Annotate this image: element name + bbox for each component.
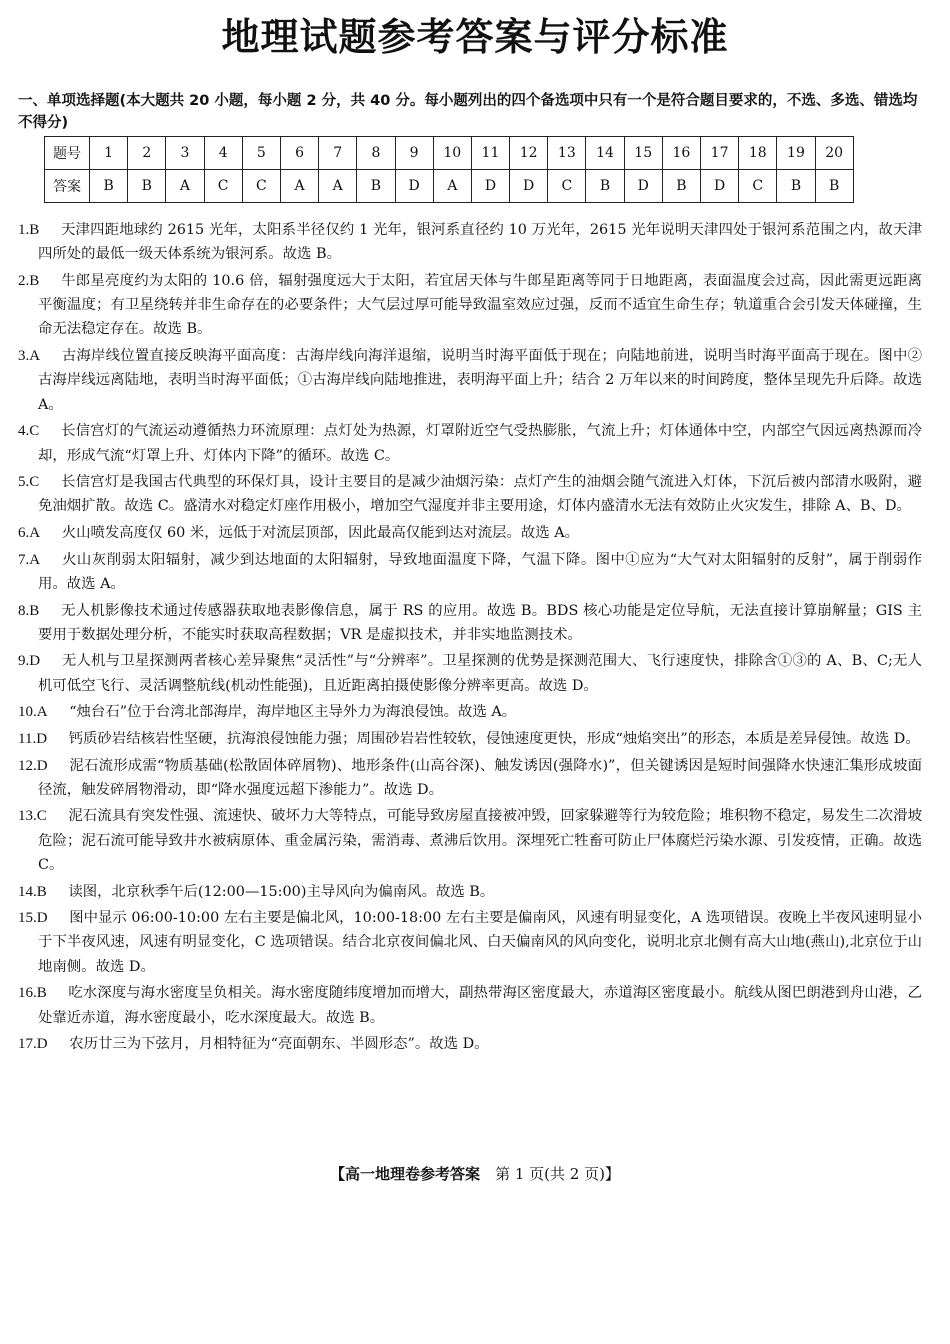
footer-page-info: 第 1 页(共 2 页)】 [495, 1165, 620, 1183]
explanation-number: 16.B [18, 985, 47, 1002]
question-number-cell: 10 [433, 137, 471, 170]
question-number-cell: 5 [242, 137, 280, 170]
explanation-number: 14.B [18, 883, 47, 900]
explanation-text: 牛郎星亮度约为太阳的 10.6 倍，辐射强度远大于太阳，若宜居天体与牛郎星距离等同于日地距离，表面温度会过高，因此需更远距离平衡温度；有卫星绕转并非生命存在的必要条件；大气层过厚可能导致温室效应过强，反而不适宜生命生存；轨道重合会引发天体碰撞，生命无法稳定存在。故选 B。 [38, 272, 922, 338]
answer-cell: D [510, 170, 548, 203]
explanation-text: 无人机与卫星探测两者核心差异聚焦“灵活性”与“分辨率”。卫星探测的优势是探测范围大、飞行速度快，排除含①③的 A、B、C;无人机可低空飞行、灵活调整航线(机动性能强)，且近距离拍摄使影像分辨率更高。故选 D。 [38, 653, 922, 694]
explanation-text: 火山喷发高度仅 60 米，远低于对流层顶部，因此最高仅能到达对流层。故选 A。 [61, 525, 580, 542]
explanation-text: 天津四距地球约 2615 光年，太阳系半径仅约 1 光年，银河系直径约 10 万光年，2615 光年说明天津四处于银河系范围之内，故天津四所处的最低一级天体系统为银河系。故选 B。 [38, 222, 922, 263]
question-number-cell: 15 [624, 137, 662, 170]
explanation-number: 13.C [18, 808, 47, 825]
question-number-cell: 12 [510, 137, 548, 170]
explanation-item [18, 1032, 922, 1056]
explanation-item [18, 218, 922, 267]
explanation-item [18, 419, 922, 468]
question-number-cell: 14 [586, 137, 624, 170]
explanation-item [18, 754, 922, 803]
explanation-text: 读图，北京秋季午后(12:00—15:00)主导风向为偏南风。故选 B。 [68, 883, 495, 900]
explanation-text: 长信宫灯的气流运动遵循热力环流原理：点灯处为热源，灯罩附近空气受热膨胀，气流上升；灯体通体中空，内部空气因远离热源而冷却，形成气流“灯罩上升、灯体内下降”的循环。故选 C。 [38, 423, 922, 464]
explanation-item [18, 269, 922, 342]
answer-cell: B [815, 170, 853, 203]
answer-cell: B [777, 170, 815, 203]
question-number-cell: 19 [777, 137, 815, 170]
explanation-item [18, 727, 922, 751]
explanation-item [18, 521, 922, 545]
explanation-item [18, 548, 922, 597]
answer-table [44, 136, 854, 203]
explanation-number: 5.C [18, 474, 40, 491]
explanation-number: 4.C [18, 423, 40, 440]
explanation-item [18, 344, 922, 417]
question-number-cell: 17 [701, 137, 739, 170]
explanation-text: 图中显示 06:00-10:00 左右主要是偏北风，10:00-18:00 左右主要是偏南风，风速有明显变化，A 选项错误。夜晚上半夜风速明显小于下半夜风速，风速有明显变化，C 选项错误。结合北京夜间偏北风、白天偏南风的风向变化，说明北京北侧有高大山地(燕山),北京位于山地南侧。故选 D。 [38, 910, 922, 975]
explanation-item [18, 804, 922, 877]
explanation-text: “烛台石”位于台湾北部海岸，海岸地区主导外力为海浪侵蚀。故选 A。 [69, 704, 517, 721]
question-number-cell: 4 [204, 137, 242, 170]
answer-cell: A [319, 170, 357, 203]
explanation-item [18, 981, 922, 1030]
explanation-number: 10.A [18, 704, 48, 721]
answer-cell: B [128, 170, 166, 203]
question-number-cell: 9 [395, 137, 433, 170]
explanation-item [18, 649, 922, 698]
explanation-text: 泥石流形成需“物质基础(松散固体碎屑物)、地形条件(山高谷深)、触发诱因(强降水)”，但关键诱因是短时间强降水快速汇集形成坡面径流，触发碎屑物滑动，即“降水强度远超下渗能力”。故选 D。 [38, 757, 922, 798]
explanation-number: 6.A [18, 525, 41, 542]
answer-cell: C [204, 170, 242, 203]
explanation-number: 7.A [18, 551, 41, 568]
answer-cell: D [395, 170, 433, 203]
explanation-number: 3.A [18, 348, 41, 365]
explanation-text: 吃水深度与海水密度呈负相关。海水密度随纬度增加而增大，副热带海区密度最大，赤道海区密度最小。航线从图巴朗港到舟山港，乙处靠近赤道，海水密度最小，吃水深度最大。故选 B。 [38, 985, 922, 1026]
explanation-number: 8.B [18, 602, 40, 619]
explanation-text: 古海岸线位置直接反映海平面高度：古海岸线向海洋退缩，说明当时海平面低于现在；向陆地前进，说明当时海平面高于现在。图中②古海岸线远离陆地，表明当时海平面低；①古海岸线向陆地推进，表明海平面上升；结合 2 万年以来的时间跨度，整体呈现先升后降。故选 A。 [38, 348, 922, 413]
answer-cell: C [739, 170, 777, 203]
answer-cell: B [662, 170, 700, 203]
answer-cell: C [548, 170, 586, 203]
answer-cell: B [90, 170, 128, 203]
question-number-cell: 11 [471, 137, 509, 170]
question-number-cell: 13 [548, 137, 586, 170]
explanation-text: 无人机影像技术通过传感器获取地表影像信息，属于 RS 的应用。故选 B。BDS 核心功能是定位导航，无法直接计算崩解量；GIS 主要用于数据处理分析，不能实时获取高程数据；VR 是虚拟技术，并非实地监测技术。 [38, 602, 922, 643]
answer-cell: A [433, 170, 471, 203]
explanation-text: 长信宫灯是我国古代典型的环保灯具，设计主要目的是减少油烟污染：点灯产生的油烟会随气流进入灯体，下沉后被内部清水吸附，避免油烟扩散。故选 C。盛清水对稳定灯座作用极小，增加空气湿度并非主要用途，灯体内盛清水无法有效防止火灾发生，排除 A、B、D。 [38, 474, 922, 515]
question-number-row [45, 137, 854, 170]
explanation-text: 泥石流具有突发性强、流速快、破坏力大等特点，可能导致房屋直接被冲毁，回家躲避等行为较危险；堆积物不稳定，易发生二次滑坡危险；泥石流可能导致井水被病原体、重金属污染，需消毒、煮沸后饮用。深埋死亡牲畜可防止尸体腐烂污染水源、引发疫情，正确。故选 C。 [38, 808, 922, 873]
question-number-cell: 7 [319, 137, 357, 170]
explanation-item [18, 880, 922, 904]
question-number-cell: 20 [815, 137, 853, 170]
answer-cell: D [471, 170, 509, 203]
answer-cell: D [701, 170, 739, 203]
answer-cell: B [357, 170, 395, 203]
explanation-item [18, 470, 922, 519]
explanation-number: 17.D [18, 1036, 48, 1053]
explanation-text: 火山灰削弱太阳辐射，减少到达地面的太阳辐射，导致地面温度下降，气温下降。图中①应为“大气对太阳辐射的反射”，属于削弱作用。故选 A。 [38, 551, 922, 592]
footer-label: 【高一地理卷参考答案 [330, 1165, 481, 1183]
explanation-number: 2.B [18, 272, 40, 289]
question-number-cell: 2 [128, 137, 166, 170]
explanation-text: 钙质砂岩结核岩性坚硬，抗海浪侵蚀能力强；周围砂岩岩性较软，侵蚀速度更快，形成“烛焰突出”的形态，本质是差异侵蚀。故选 D。 [68, 730, 920, 747]
question-number-cell: 8 [357, 137, 395, 170]
page-title: 地理试题参考答案与评分标准 [221, 14, 729, 59]
explanation-number: 11.D [18, 730, 48, 747]
answer-cell: A [166, 170, 204, 203]
question-number-cell: 18 [739, 137, 777, 170]
row-label-number: 题号 [45, 137, 90, 170]
answer-cell: D [624, 170, 662, 203]
explanation-text: 农历廿三为下弦月，月相特征为“亮面朝东、半圆形态”。故选 D。 [69, 1036, 489, 1053]
explanation-item [18, 700, 922, 724]
explanation-item [18, 599, 922, 648]
question-number-cell: 6 [280, 137, 318, 170]
explanation-number: 15.D [18, 910, 48, 927]
row-label-answer: 答案 [45, 170, 90, 203]
answer-cell: B [586, 170, 624, 203]
explanation-number: 12.D [18, 757, 48, 774]
answer-row [45, 170, 854, 203]
explanation-list [18, 218, 922, 1059]
answer-cell: A [280, 170, 318, 203]
explanation-item [18, 906, 922, 979]
page-footer [0, 1163, 950, 1184]
explanation-number: 1.B [18, 222, 40, 238]
answer-cell: C [242, 170, 280, 203]
question-number-cell: 1 [90, 137, 128, 170]
section-heading: 一、单项选择题(本大题共 20 小题，每小题 2 分，共 40 分。每小题列出的四个备选项中只有一个是符合题目要求的，不选、多选、错选均不得分) [18, 93, 918, 131]
question-number-cell: 16 [662, 137, 700, 170]
question-number-cell: 3 [166, 137, 204, 170]
explanation-number: 9.D [18, 653, 41, 670]
